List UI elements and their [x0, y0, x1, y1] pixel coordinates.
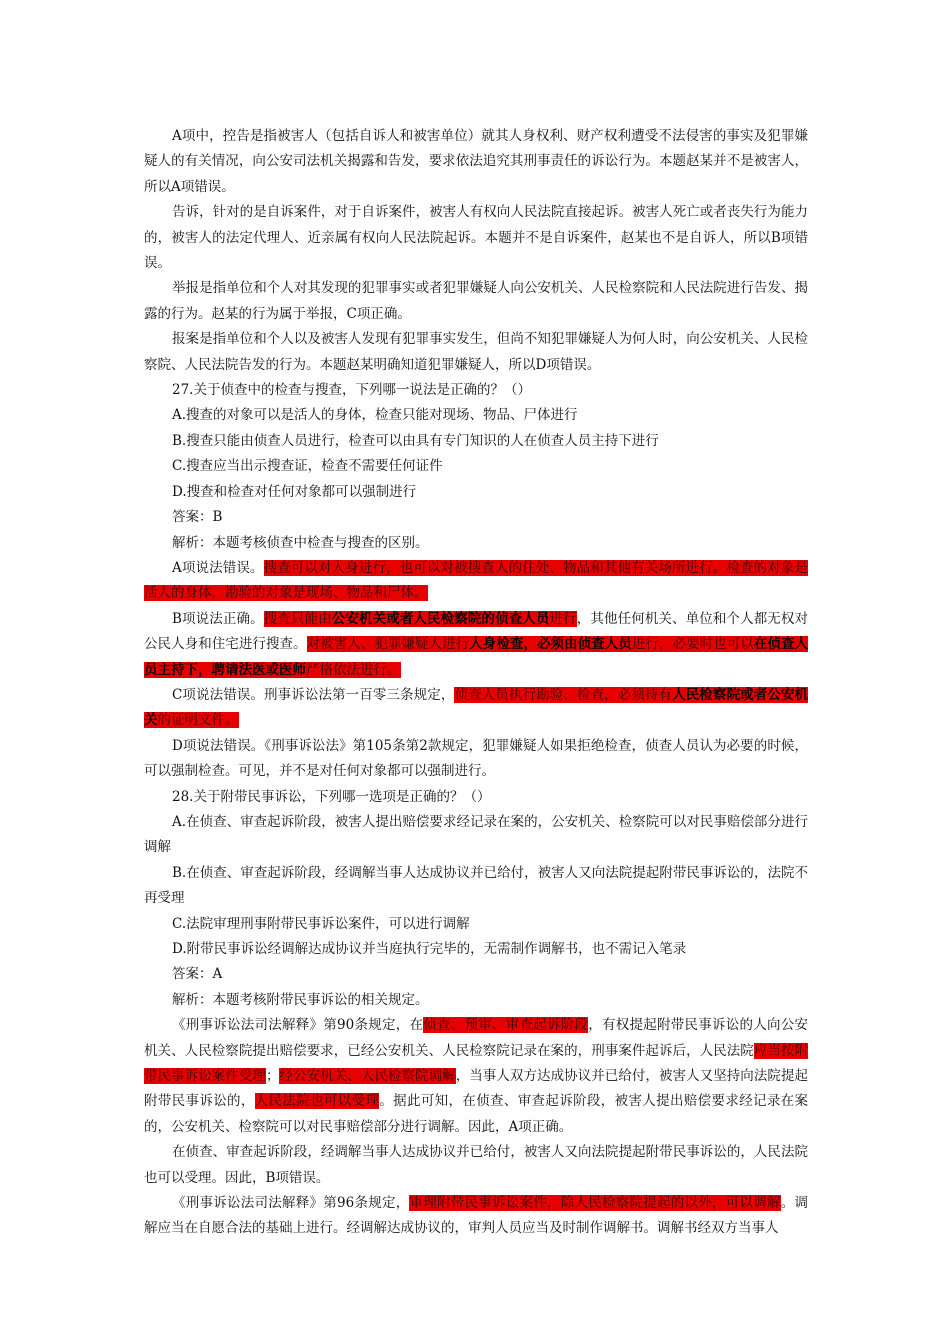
question-28-option-d: D.附带民事诉讼经调解达成协议并当庭执行完毕的，无需制作调解书，也不需记入笔录 [172, 941, 687, 957]
q28-analysis-article-90 [144, 1013, 808, 1140]
highlight: 侦查、预审、审查起诉阶段 [423, 1017, 589, 1034]
highlight: 对被害人、犯罪嫌疑人进行 [306, 636, 470, 653]
text-segment: ； [265, 1068, 280, 1085]
question-27: 27.关于侦查中的检查与搜查，下列哪一说法是正确的？（） [172, 382, 531, 399]
text-segment: ，当事人双方达成协议并已给付，被害人又坚持向法院提起附带民事诉讼的， [144, 1068, 809, 1110]
question-28-option-b: B.在侦查、审查起诉阶段，经调解当事人达成协议并已给付，被害人又向法院提起附带民事诉讼的，法院不再受理 [144, 864, 808, 907]
q27-b-prefix: B项说法正确。 [172, 610, 264, 627]
paragraph-report-case: 报案是指单位和个人以及被害人发现有犯罪事实发生，但尚不知犯罪嫌疑人为何人时，向公安机关、人民检察院、人民法院告发的行为。本题赵某明确知道犯罪嫌疑人，所以D项错误。 [144, 331, 808, 373]
q27-analysis-b [144, 607, 808, 683]
paragraph-control-complaint: A项中，控告是指被害人（包括自诉人和被害单位）就其人身权利、财产权利遭受不法侵害的事实及犯罪嫌疑人的有关情况，向公安司法机关揭露和告发，要求依法追究其刑事责任的诉讼行为。本题赵某并不是被害人，所以A项错误。 [144, 128, 808, 195]
text-segment: 。据此可知，在侦查、审查起诉阶段，被害人提出赔偿要求经记录在案的，公安机关、检察院可以对民事赔偿部分进行调解。因此，A项正确。 [144, 1093, 809, 1135]
highlight: 进行，必要时也可以 [631, 636, 754, 653]
question-27-option-c: C.搜查应当出示搜查证，检查不需要任何证件 [172, 458, 443, 475]
highlight: 严格依法进行。 [306, 661, 401, 678]
highlight: 侦查人员执行勘验、检查，必须持有 [454, 686, 673, 703]
text-segment: 《刑事诉讼法司法解释》第96条规定， [172, 1195, 410, 1212]
highlight: 搜查可以对人身进行，也可以对被搜查人的住处、物品和其他有关场所进行。检查的对象是活人的身体，勘验的对象是现场、物品和尸体。 [144, 559, 809, 602]
text-segment: 《刑事诉讼法司法解释》第90条规定，在 [172, 1017, 424, 1034]
highlight-bold: 人身检查，必须由侦查人员 [469, 636, 632, 653]
question-28-option-a: A.在侦查、审查起诉阶段，被害人提出赔偿要求经记录在案的，公安机关、检察院可以对民事赔偿部分进行调解 [144, 813, 808, 856]
highlight-bold: 在侦查人员主持下，聘请法医或医师 [144, 636, 809, 678]
q27-analysis-d: D项说法错误。《刑事诉讼法》第105条第2款规定，犯罪嫌疑人如果拒绝检查，侦查人员认为必要的时候，可以强制检查。可见，并不是对任何对象都可以强制进行。 [144, 737, 808, 780]
q27-b-middle: ，其他任何机关、单位和个人都无权对公民人身和住宅进行搜查。 [144, 610, 809, 653]
highlight: 人民法院也可以受理 [254, 1093, 380, 1110]
question-28-answer: 答案：A [172, 966, 223, 983]
highlight: 应当按附带民事诉讼案件受理 [144, 1042, 809, 1085]
text-segment: ，有权提起附带民事诉讼的人向公安机关、人民检察院提出赔偿要求，已经公安机关、人民检察院记录在案的，刑事案件起诉后，人民法院 [144, 1017, 809, 1059]
q27-a-prefix: A项说法错误。 [172, 559, 264, 576]
highlight: 搜查只能由 [263, 610, 332, 627]
q28-analysis-b: 在侦查、审查起诉阶段，经调解当事人达成协议并已给付，被害人又向法院提起附带民事诉讼的，人民法院也可以受理。因此，B项错误。 [144, 1144, 808, 1186]
q28-analysis-article-96 [144, 1191, 808, 1242]
highlight: 的证明文件。 [157, 712, 239, 729]
document-page [144, 124, 808, 1242]
q27-analysis-c [144, 683, 808, 734]
question-27-option-d: D.搜查和检查对任何对象都可以强制进行 [172, 483, 417, 500]
highlight: 进行 [549, 610, 577, 627]
question-28-analysis: 解析：本题考核附带民事诉讼的相关规定。 [172, 991, 429, 1008]
question-27-option-b: B.搜查只能由侦查人员进行，检查可以由具有专门知识的人在侦查人员主持下进行 [172, 432, 659, 449]
highlight: 经公安机关、人民检察院调解 [279, 1068, 456, 1085]
text-segment: 。调解应当在自愿合法的基础上进行。经调解达成协议的，审判人员应当及时制作调解书。调解书经双方当事人 [144, 1195, 809, 1237]
question-28: 28.关于附带民事诉讼，下列哪一选项是正确的？（） [172, 788, 491, 805]
q27-c-prefix: C项说法错误。刑事诉讼法第一百零三条规定， [172, 686, 455, 703]
question-27-option-a: A.搜查的对象可以是活人的身体，检查只能对现场、物品、尸体进行 [172, 407, 578, 424]
q27-analysis-a [144, 556, 808, 607]
question-28-option-c: C.法院审理刑事附带民事诉讼案件，可以进行调解 [172, 915, 470, 932]
highlight-bold: 公安机关或者人民检察院的侦查人员 [331, 610, 550, 627]
paragraph-report-informant: 举报是指单位和个人对其发现的犯罪事实或者犯罪嫌疑人向公安机关、人民检察院和人民法院进行告发、揭露的行为。赵某的行为属于举报，C项正确。 [144, 280, 808, 322]
question-27-analysis: 解析：本题考核侦查中检查与搜查的区别。 [172, 534, 429, 551]
question-27-answer: 答案：B [172, 509, 223, 526]
highlight-bold: 人民检察院或者公安机关 [144, 686, 809, 729]
highlight: 审理附带民事诉讼案件，除人民检察院提起的以外，可以调解 [409, 1195, 781, 1212]
paragraph-private-prosecution: 告诉，针对的是自诉案件，对于自诉案件，被害人有权向人民法院直接起诉。被害人死亡或者丧失行为能力的，被害人的法定代理人、近亲属有权向人民法院起诉。本题并不是自诉案件，赵某也不是自诉人，所以B项错误。 [144, 204, 808, 272]
